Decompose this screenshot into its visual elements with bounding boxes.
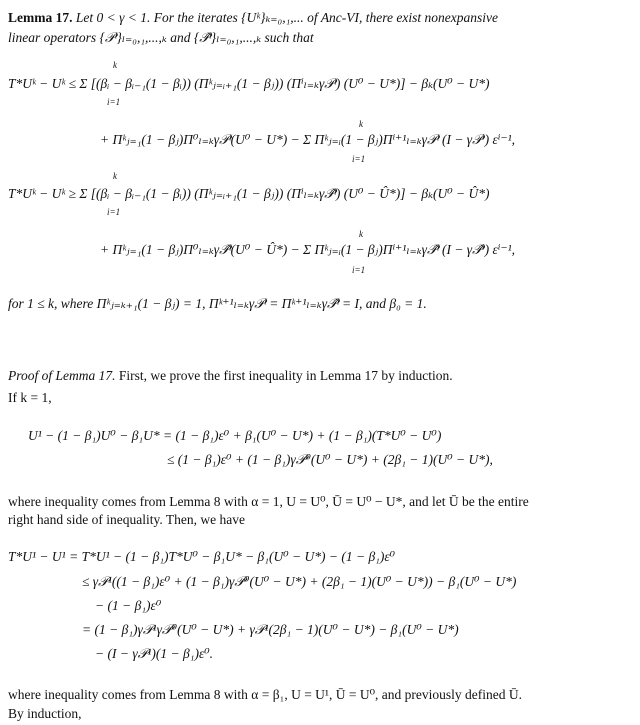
equation-b-line1: T*U¹ − U¹ = T*U¹ − (1 − β₁)T*U⁰ − β₁U* − β₁(U⁰ − U*) − (1 − β₁)ε⁰ (8, 549, 396, 564)
proof-intro-text: First, we prove the first inequality in Lemma 17 by induction. (118, 368, 453, 383)
lemma-statement-text1: Let 0 < γ < 1. For the iterates {Uᵏ}ₖ₌₀,₁,... of Anc-VI, there exist nonexpansive (75, 10, 498, 25)
inequality-1-line2: + Πᵏⱼ₌₁(1 − βⱼ)Π⁰ₗ₌ₖγ𝒫ˡ(U⁰ − U*) − Σ Πᵏⱼ₌ᵢ(1 − βⱼ)Πⁱ⁺¹ₗ₌ₖγ𝒫ˡ (I − γ𝒫ⁱ) εⁱ⁻¹, (100, 132, 516, 147)
proof-intro-line (8, 368, 453, 385)
proof-paragraph-2-line2: right hand side of inequality. Then, we have (8, 512, 245, 527)
proof-paragraph-2-line1: where inequality comes from Lemma 8 with α = 1, U = U⁰, Ū = U⁰ − U*, and let Ū be the entire (8, 494, 529, 509)
lemma-statement-line1 (8, 10, 498, 27)
equation-b-line4: = (1 − β₁)γ𝒫¹γ𝒫⁰(U⁰ − U*) + γ𝒫¹(2β₁ − 1)(U⁰ − U*) − β₁(U⁰ − U*) (82, 622, 459, 637)
inequality-1-line1: T*Uᵏ − Uᵏ ≤ Σ [(βᵢ − βᵢ₋₁(1 − βᵢ)) (Πᵏⱼ₌ᵢ₊₁(1 − βⱼ)) (Πⁱₗ₌ₖγ𝒫ˡ) (U⁰ − U*)] − βₖ(U⁰ − U*) (8, 76, 490, 91)
sum-lower-limit: i=1 (107, 97, 121, 107)
sum-upper-limit: k (359, 119, 363, 129)
equation-b-line2: ≤ γ𝒫¹((1 − β₁)ε⁰ + (1 − β₁)γ𝒫⁰(U⁰ − U*) + (2β₁ − 1)(U⁰ − U*)) − β₁(U⁰ − U*) (82, 574, 517, 589)
lemma-label: Lemma 17. (8, 10, 73, 25)
equation-b-line3: − (1 − β₁)ε⁰ (95, 598, 162, 613)
equation-a-line2: ≤ (1 − β₁)ε⁰ + (1 − β₁)γ𝒫⁰(U⁰ − U*) + (2β₁ − 1)(U⁰ − U*), (167, 452, 493, 467)
sum-lower-limit: i=1 (352, 265, 366, 275)
sum-lower-limit: i=1 (352, 154, 366, 164)
proof-if-line: If k = 1, (8, 390, 52, 405)
lemma-footer: for 1 ≤ k, where Πᵏⱼ₌ₖ₊₁(1 − βⱼ) = 1, Πᵏ⁺¹ₗ₌ₖγ𝒫ˡ = Πᵏ⁺¹ₗ₌ₖγ𝒫̂ˡ = I, and β₀ = 1. (8, 296, 427, 311)
equation-b-line5: − (I − γ𝒫¹)(1 − β₁)ε⁰. (95, 646, 214, 661)
sum-upper-limit: k (359, 229, 363, 239)
sum-upper-limit: k (113, 171, 117, 181)
inequality-2-line2: + Πᵏⱼ₌₁(1 − βⱼ)Π⁰ₗ₌ₖγ𝒫̂ˡ(U⁰ − Û*) − Σ Πᵏⱼ₌ᵢ(1 − βⱼ)Πⁱ⁺¹ₗ₌ₖγ𝒫̂ˡ (I − γ𝒫̂ⁱ) εⁱ⁻¹, (100, 242, 516, 257)
proof-paragraph-3: where inequality comes from Lemma 8 with α = β₁, U = U¹, Ū = U⁰, and previously defined Ū. (8, 687, 522, 702)
sum-lower-limit: i=1 (107, 207, 121, 217)
sum-upper-limit: k (113, 60, 117, 70)
lemma-statement-line2: linear operators {𝒫ˡ}ₗ₌₀,₁,...,ₖ and {𝒫̂ˡ}ₗ₌₀,₁,...,ₖ such that (8, 30, 314, 45)
proof-by-induction: By induction, (8, 706, 82, 721)
proof-heading: Proof of Lemma 17. (8, 368, 116, 383)
equation-a-line1: U¹ − (1 − β₁)U⁰ − β₁U* = (1 − β₁)ε⁰ + β₁(U⁰ − U*) + (1 − β₁)(T*U⁰ − U⁰) (28, 428, 442, 443)
inequality-2-line1: T*Uᵏ − Uᵏ ≥ Σ [(βᵢ − βᵢ₋₁(1 − βᵢ)) (Πᵏⱼ₌ᵢ₊₁(1 − βⱼ)) (Πⁱₗ₌ₖγ𝒫̂ˡ) (U⁰ − Û*)] − βₖ(U⁰ − Û*) (8, 186, 490, 201)
